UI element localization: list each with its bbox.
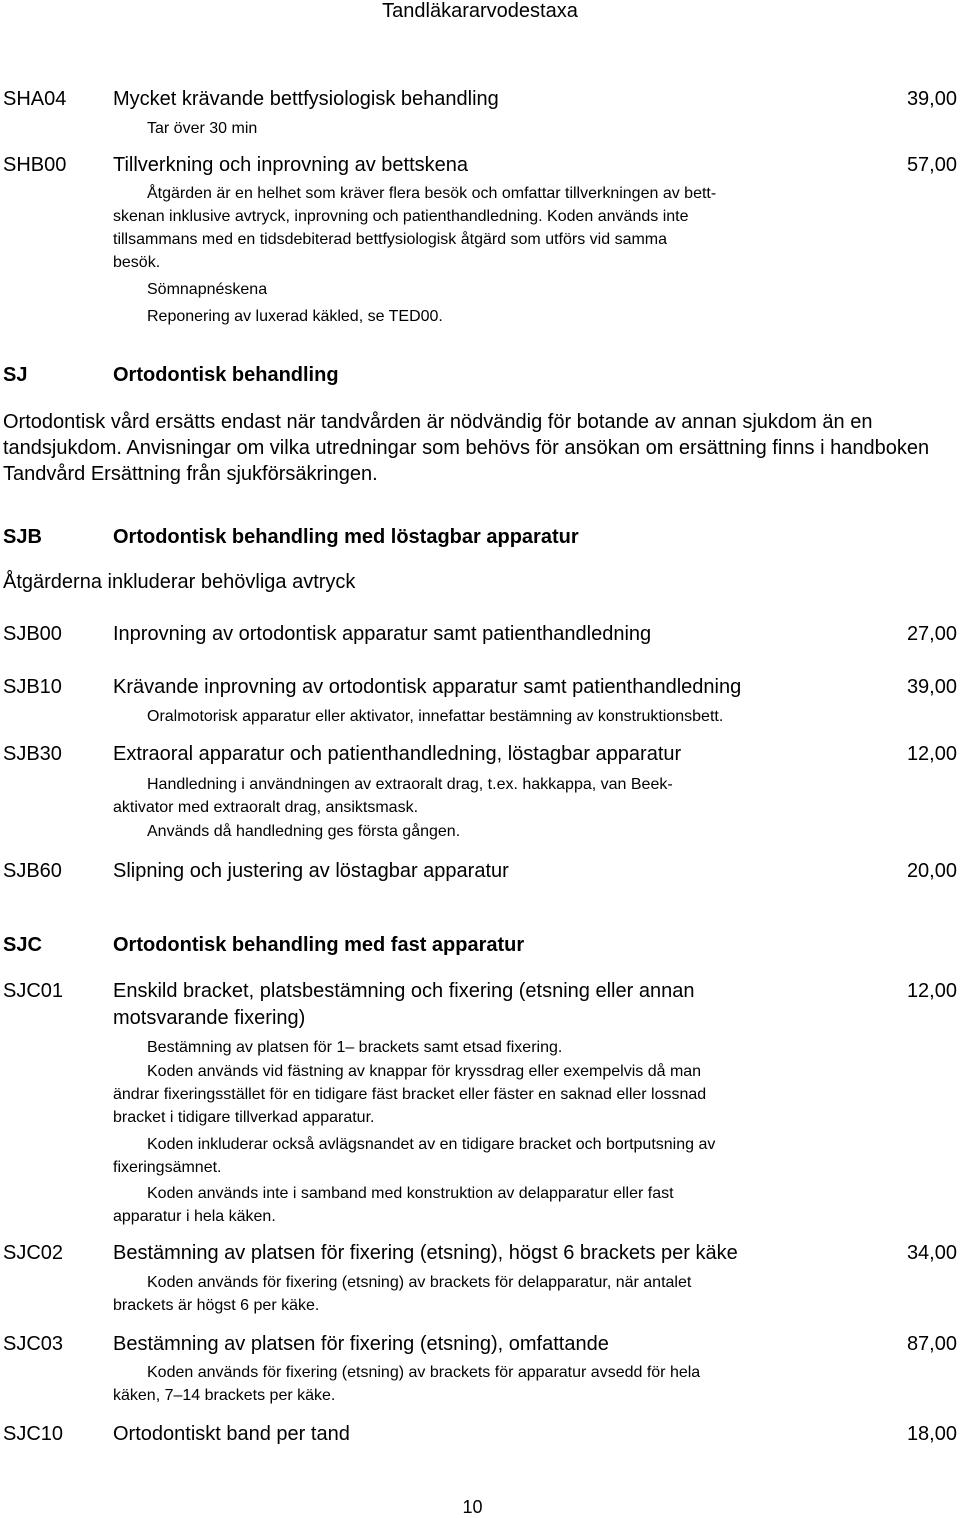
- price-sjb30: 12,00: [906, 743, 957, 765]
- sjb-intro: Åtgärderna inkluderar behövliga avtryck: [3, 571, 356, 593]
- title-sha04: Mycket krävande bettfysiologisk behandling: [113, 88, 499, 110]
- note-sjc01-3b: fixeringsämnet.: [113, 1159, 222, 1176]
- price-sjc02: 34,00: [906, 1242, 957, 1264]
- note-sjb10: Oralmotorisk apparatur eller aktivator, innefattar bestämning av konstruktionsbett.: [147, 708, 724, 725]
- title-sjc01-line2: motsvarande fixering): [113, 1007, 306, 1029]
- note-sjb30-2: Används då handledning ges första gången.: [147, 823, 461, 840]
- price-sjb10: 39,00: [906, 676, 957, 698]
- section-code-sj: SJ: [3, 364, 28, 386]
- code-sjb00: SJB00: [3, 623, 62, 645]
- page-header: Tandläkararvodestaxa: [382, 0, 578, 22]
- code-sjc02: SJC02: [3, 1242, 64, 1264]
- sj-paragraph: Ortodontisk vård ersätts endast när tandvården är nödvändig för botande av annan sjukdom än en tandsjukdom. Anvisningar om vilka utredningar som behövs för ansökan om ersättning finns i handboken Tandvård Ersättning från sjukförsäkringen.: [3, 411, 930, 485]
- code-sha04: SHA04: [3, 88, 67, 110]
- code-sjb10: SJB10: [3, 676, 62, 698]
- note-sjc01-1: Bestämning av platsen för 1– brackets samt etsad fixering.: [147, 1039, 563, 1056]
- note-sjc01-2b: ändrar fixeringsstället för en tidigare fäst bracket eller fäster en saknad eller lossnad: [113, 1086, 707, 1103]
- note-shb00-1c: tillsammans med en tidsdebiterad bettfysiologisk åtgärd som utförs vid samma: [113, 231, 668, 248]
- price-sjc10: 18,00: [906, 1423, 957, 1445]
- note-sjb30-1a: Handledning i användningen av extraoralt drag, t.ex. hakkappa, van Beek-: [147, 776, 673, 793]
- note-shb00-1a: Åtgärden är en helhet som kräver flera besök och omfattar tillverkningen av bett-: [147, 185, 717, 202]
- title-sjb30: Extraoral apparatur och patienthandledning, löstagbar apparatur: [113, 743, 682, 765]
- price-sjb00: 27,00: [906, 623, 957, 645]
- section-title-sj: Ortodontisk behandling: [113, 364, 339, 386]
- title-sjc03: Bestämning av platsen för fixering (etsning), omfattande: [113, 1333, 609, 1355]
- note-sjc01-4b: apparatur i hela käken.: [113, 1208, 276, 1225]
- price-sjc01: 12,00: [906, 980, 957, 1002]
- title-sjc02: Bestämning av platsen för fixering (etsning), högst 6 brackets per käke: [113, 1242, 738, 1264]
- section-title-sjc: Ortodontisk behandling med fast apparatur: [113, 934, 525, 956]
- code-sjc01: SJC01: [3, 980, 64, 1002]
- title-shb00: Tillverkning och inprovning av bettskena: [113, 154, 469, 176]
- code-sjb60: SJB60: [3, 860, 62, 882]
- page-number: 10: [462, 1497, 483, 1517]
- price-sjb60: 20,00: [906, 860, 957, 882]
- note-shb00-1d: besök.: [113, 254, 161, 271]
- title-sjb60: Slipning och justering av löstagbar apparatur: [113, 860, 509, 882]
- section-code-sjc: SJC: [3, 934, 42, 956]
- title-sjb10: Krävande inprovning av ortodontisk apparatur samt patienthandledning: [113, 676, 742, 698]
- note-sjc01-2a: Koden används vid fästning av knappar för kryssdrag eller exempelvis då man: [147, 1063, 702, 1080]
- code-sjb30: SJB30: [3, 743, 62, 765]
- price-shb00: 57,00: [906, 154, 957, 176]
- section-title-sjb: Ortodontisk behandling med löstagbar apparatur: [113, 526, 579, 548]
- title-sjb00: Inprovning av ortodontisk apparatur samt patienthandledning: [113, 623, 652, 645]
- note-shb00-2: Sömnapnéskena: [147, 281, 268, 298]
- price-sha04: 39,00: [906, 88, 957, 110]
- note-sjc01-3a: Koden inkluderar också avlägsnandet av en tidigare bracket och bortputsning av: [147, 1136, 716, 1153]
- code-sjc03: SJC03: [3, 1333, 64, 1355]
- title-sjc01-line1: Enskild bracket, platsbestämning och fixering (etsning eller annan: [113, 980, 695, 1002]
- note-sjc03-1a: Koden används för fixering (etsning) av brackets för apparatur avsedd för hela: [147, 1364, 701, 1381]
- code-shb00: SHB00: [3, 154, 67, 176]
- note-shb00-1b: skenan inklusive avtryck, inprovning och patienthandledning. Koden används inte: [113, 208, 689, 225]
- note-sjc01-4a: Koden används inte i samband med konstruktion av delapparatur eller fast: [147, 1185, 674, 1202]
- note-sjc02-1a: Koden används för fixering (etsning) av brackets för delapparatur, när antalet: [147, 1274, 692, 1291]
- note-sjc02-1b: brackets är högst 6 per käke.: [113, 1297, 320, 1314]
- note-shb00-3: Reponering av luxerad käkled, se TED00.: [147, 308, 443, 325]
- note-sjb30-1b: aktivator med extraoralt drag, ansiktsmask.: [113, 799, 419, 816]
- price-sjc03: 87,00: [906, 1333, 957, 1355]
- note-sjc03-1b: käken, 7–14 brackets per käke.: [113, 1387, 336, 1404]
- title-sjc10: Ortodontiskt band per tand: [113, 1423, 350, 1445]
- section-code-sjb: SJB: [3, 526, 42, 548]
- note-sjc01-2c: bracket i tidigare tillverkad apparatur.: [113, 1109, 375, 1126]
- code-sjc10: SJC10: [3, 1423, 64, 1445]
- note-sha04: Tar över 30 min: [147, 120, 258, 137]
